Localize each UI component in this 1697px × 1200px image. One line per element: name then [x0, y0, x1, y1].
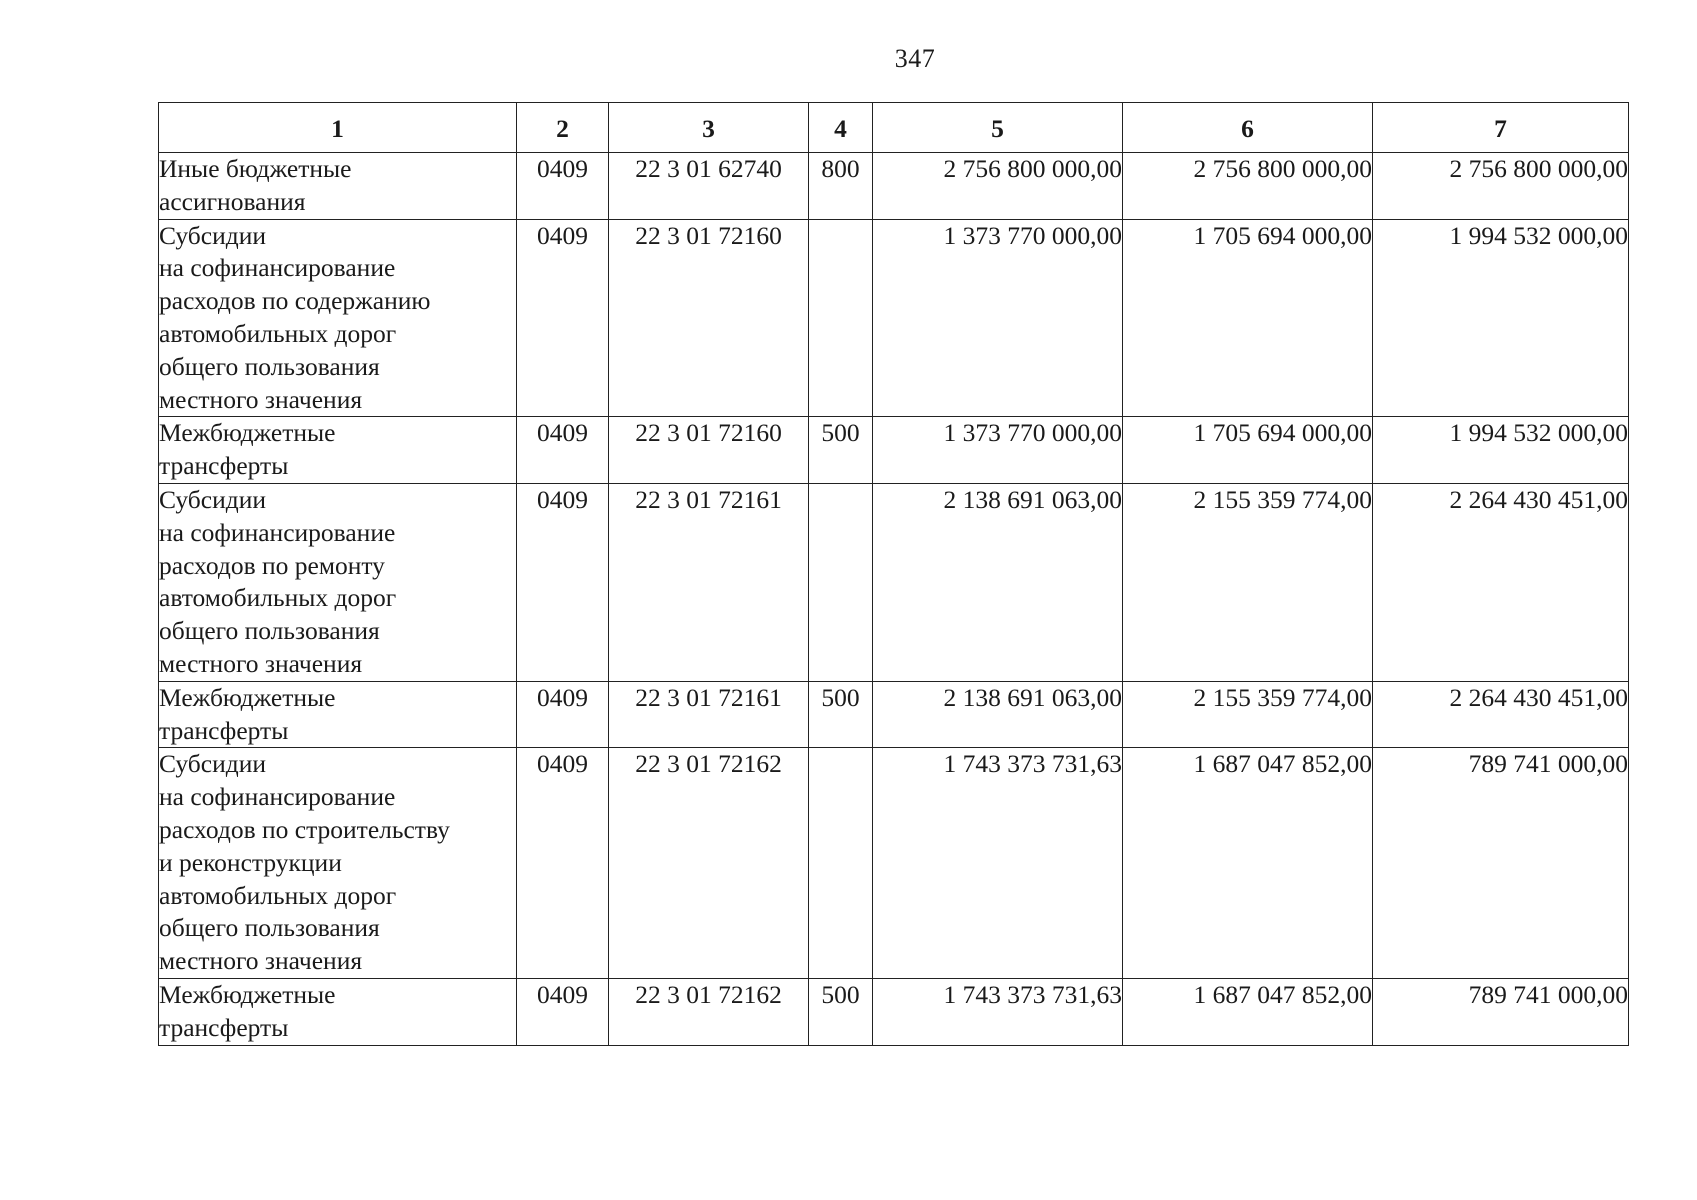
- row-sum-year-3: 2 756 800 000,00: [1373, 153, 1629, 220]
- row-name-text: Субсидии на софинансирование расходов по строительству и реконструкции автомобильных дорог общего пользования местного значения: [159, 749, 450, 976]
- row-sum-year-1: 1 373 770 000,00: [873, 417, 1123, 484]
- row-sum-year-2: 1 705 694 000,00: [1123, 417, 1373, 484]
- row-sum-year-2: 2 155 359 774,00: [1123, 681, 1373, 748]
- row-sum-year-3: 789 741 000,00: [1373, 748, 1629, 979]
- row-name: [159, 219, 517, 417]
- row-sum-year-1: 2 138 691 063,00: [873, 483, 1123, 681]
- row-sum-year-3: 1 994 532 000,00: [1373, 219, 1629, 417]
- row-name-text: Межбюджетные трансферты: [159, 979, 336, 1042]
- row-expense-type: 800: [809, 153, 873, 220]
- row-name: [159, 417, 517, 484]
- row-target-code: 22 3 01 72161: [609, 483, 809, 681]
- row-section-code: 0409: [517, 153, 609, 220]
- row-target-code: 22 3 01 72162: [609, 748, 809, 979]
- header-col-2: 2: [517, 103, 609, 153]
- row-sum-year-2: 1 687 047 852,00: [1123, 978, 1373, 1045]
- row-name: [159, 748, 517, 979]
- row-sum-year-2: 1 687 047 852,00: [1123, 748, 1373, 979]
- row-name-text: Иные бюджетные ассигнования: [159, 154, 352, 216]
- row-section-code: 0409: [517, 748, 609, 979]
- row-target-code: 22 3 01 72161: [609, 681, 809, 748]
- table-row: [159, 483, 1629, 681]
- row-expense-type: [809, 219, 873, 417]
- row-sum-year-3: 1 994 532 000,00: [1373, 417, 1629, 484]
- header-col-7: 7: [1373, 103, 1629, 153]
- row-name-text: Межбюджетные трансферты: [159, 418, 336, 481]
- table-row: [159, 153, 1629, 220]
- row-sum-year-2: 2 155 359 774,00: [1123, 483, 1373, 681]
- row-sum-year-3: 2 264 430 451,00: [1373, 681, 1629, 748]
- row-name: [159, 681, 517, 748]
- header-col-3: 3: [609, 103, 809, 153]
- row-section-code: 0409: [517, 681, 609, 748]
- table-row: [159, 748, 1629, 979]
- row-sum-year-2: 1 705 694 000,00: [1123, 219, 1373, 417]
- row-section-code: 0409: [517, 219, 609, 417]
- row-sum-year-1: 1 373 770 000,00: [873, 219, 1123, 417]
- row-name: [159, 153, 517, 220]
- row-sum-year-1: 2 756 800 000,00: [873, 153, 1123, 220]
- row-name-text: Субсидии на софинансирование расходов по ремонту автомобильных дорог общего пользования местного значения: [159, 484, 397, 678]
- row-section-code: 0409: [517, 483, 609, 681]
- row-sum-year-3: 2 264 430 451,00: [1373, 483, 1629, 681]
- row-name: [159, 483, 517, 681]
- row-sum-year-1: 1 743 373 731,63: [873, 978, 1123, 1045]
- row-name: [159, 978, 517, 1045]
- header-col-6: 6: [1123, 103, 1373, 153]
- header-col-4: 4: [809, 103, 873, 153]
- row-target-code: 22 3 01 72160: [609, 417, 809, 484]
- header-col-5: 5: [873, 103, 1123, 153]
- row-expense-type: 500: [809, 681, 873, 748]
- table-row: [159, 219, 1629, 417]
- row-expense-type: 500: [809, 417, 873, 484]
- row-expense-type: 500: [809, 978, 873, 1045]
- row-sum-year-1: 1 743 373 731,63: [873, 748, 1123, 979]
- row-section-code: 0409: [517, 978, 609, 1045]
- budget-table: [158, 102, 1629, 1046]
- table-row: [159, 681, 1629, 748]
- row-expense-type: [809, 748, 873, 979]
- row-name-text: Субсидии на софинансирование расходов по содержанию автомобильных дорог общего пользования местного значения: [159, 220, 431, 414]
- row-expense-type: [809, 483, 873, 681]
- row-sum-year-3: 789 741 000,00: [1373, 978, 1629, 1045]
- row-target-code: 22 3 01 72162: [609, 978, 809, 1045]
- row-sum-year-1: 2 138 691 063,00: [873, 681, 1123, 748]
- row-section-code: 0409: [517, 417, 609, 484]
- header-col-1: 1: [159, 103, 517, 153]
- page-number: 347: [894, 44, 936, 73]
- row-target-code: 22 3 01 72160: [609, 219, 809, 417]
- header-row: [159, 103, 1629, 153]
- table-row: [159, 978, 1629, 1045]
- row-name-text: Межбюджетные трансферты: [159, 682, 336, 745]
- row-sum-year-2: 2 756 800 000,00: [1123, 153, 1373, 220]
- row-target-code: 22 3 01 62740: [609, 153, 809, 220]
- table-row: [159, 417, 1629, 484]
